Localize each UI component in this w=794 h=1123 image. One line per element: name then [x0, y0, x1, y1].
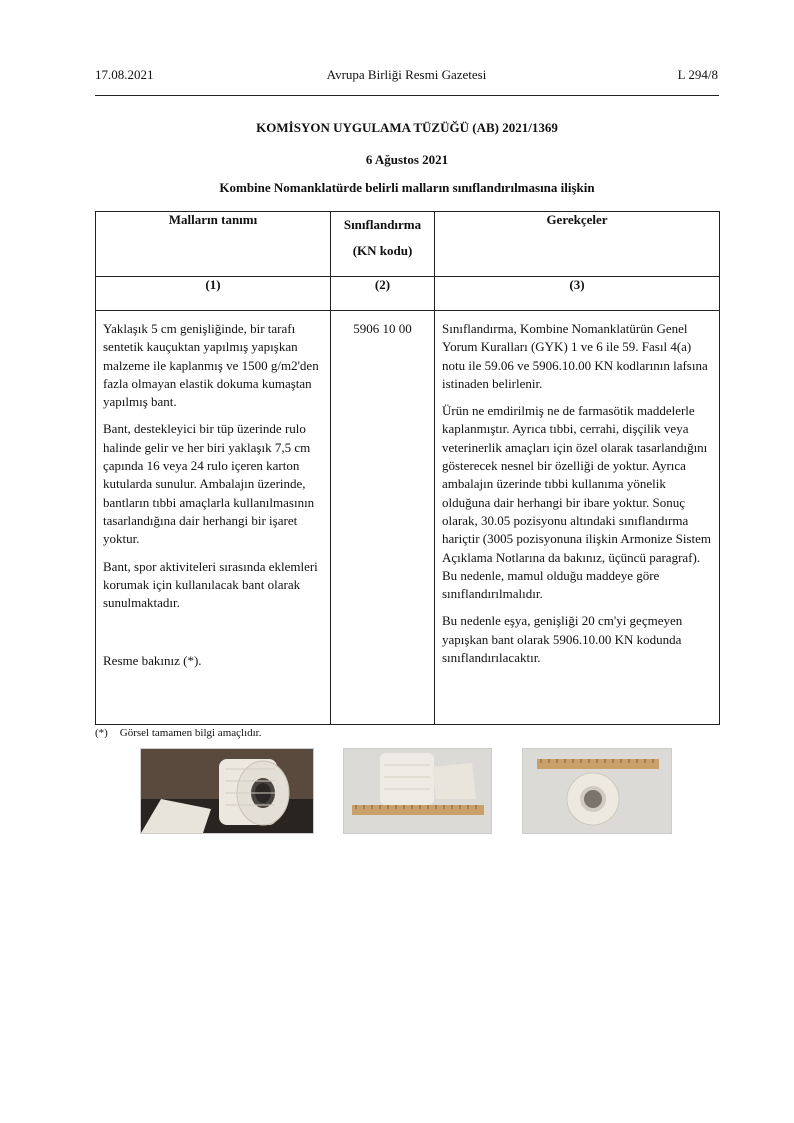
- footnote-text: Görsel tamamen bilgi amaçlıdır.: [119, 727, 262, 739]
- footnote-mark: (*): [95, 727, 108, 739]
- regulation-date: 6 Ağustos 2021: [365, 152, 449, 167]
- header-classification-line2: (KN kodu): [352, 243, 413, 258]
- header-page-ref: L 294/8: [677, 67, 718, 82]
- cn-code: 5906 10 00: [353, 321, 412, 336]
- description-paragraph: Bant, spor aktiviteleri sırasında eklemleri korumak için kullanılacak bant olarak sunulmaktadır.: [103, 558, 318, 611]
- footnote: [95, 727, 262, 739]
- column-number-2: (2): [331, 277, 435, 311]
- header-classification: [331, 212, 435, 277]
- regulation-subject: Kombine Nomanklatürde belirli malların sınıflandırılmasına ilişkin: [219, 180, 595, 195]
- tape-with-ruler-photo: [343, 748, 492, 834]
- description-cell: [96, 311, 331, 725]
- table-row: [96, 311, 720, 725]
- table-number-row: [96, 277, 720, 311]
- description-paragraph: Bant, destekleyici bir tüp üzerinde rulo halinde gelir ve her biri yaklaşık 7,5 cm çapında 16 veya 24 rulo içeren karton kutularda sunulur. Ambalajın üzerinde, bantların tıbbi amaçlarla kullanılmasının tasarlandığına dair herhangi bir işaret yoktur.: [103, 421, 315, 547]
- header-rule: [95, 95, 719, 96]
- reason-paragraph: Sınıflandırma, Kombine Nomanklatürün Genel Yorum Kuralları (GYK) 1 ve 6 ile 59. Fasıl 4(a) notu ile 59.06 ve 5906.10.00 KN kodlarının lafsına istinaden belirlenir.: [442, 321, 708, 391]
- classification-table: [95, 211, 720, 725]
- description-paragraph: Yaklaşık 5 cm genişliğinde, bir tarafı sentetik kauçuktan yapılmış yapışkan malzeme ile kaplanmış ve 1500 g/m2'den fazla olmayan elastik dokuma kumaştan yapılmış bant.: [103, 321, 319, 410]
- tape-roll-top-ruler-photo: [522, 748, 672, 834]
- cn-code-cell: [331, 311, 435, 725]
- header-journal: Avrupa Birliği Resmi Gazetesi: [326, 67, 487, 82]
- tape-roll-photo: [140, 748, 314, 834]
- page-header: [95, 67, 718, 87]
- column-number-3: (3): [435, 277, 720, 311]
- table-header-row: [96, 212, 720, 277]
- header-date: 17.08.2021: [95, 67, 154, 82]
- reasons-cell: [435, 311, 720, 725]
- column-number-1: (1): [96, 277, 331, 311]
- header-reasons: Gerekçeler: [435, 212, 720, 277]
- see-image-note: Resme bakınız (*).: [103, 653, 202, 669]
- reason-paragraph: Bu nedenle eşya, genişliği 20 cm'yi geçmeyen yapışkan bant olarak 5906.10.00 KN kodunda sınıflandırılacaktır.: [442, 613, 683, 666]
- header-classification-line1: Sınıflandırma: [343, 217, 422, 232]
- reason-paragraph: Ürün ne emdirilmiş ne de farmasötik maddelerle kaplanmıştır. Ayrıca tıbbi, cerrahi, dişçilik veya veterinerlik amaçları için özel olarak tasarlandığını gösterecek nesnel bir özelliği de yoktur. Ayrıca ambalajın üzerinde tıbbi kullanıma yönelik olduğuna dair herhangi bir ibare yoktur. Sonuç olarak, 30.05 pozisyonu altındaki sınıflandırma hariçtir (3005 pozisyonuna ilişkin Armonize Sistem Açıklama Notlarına da bakınız, üçüncü paragraf). Bu nedenle, mamul olduğu maddeye göre sınıflandırılmalıdır.: [442, 403, 711, 602]
- header-description: Malların tanımı: [96, 212, 331, 277]
- regulation-title: KOMİSYON UYGULAMA TÜZÜĞÜ (AB) 2021/1369: [256, 120, 558, 135]
